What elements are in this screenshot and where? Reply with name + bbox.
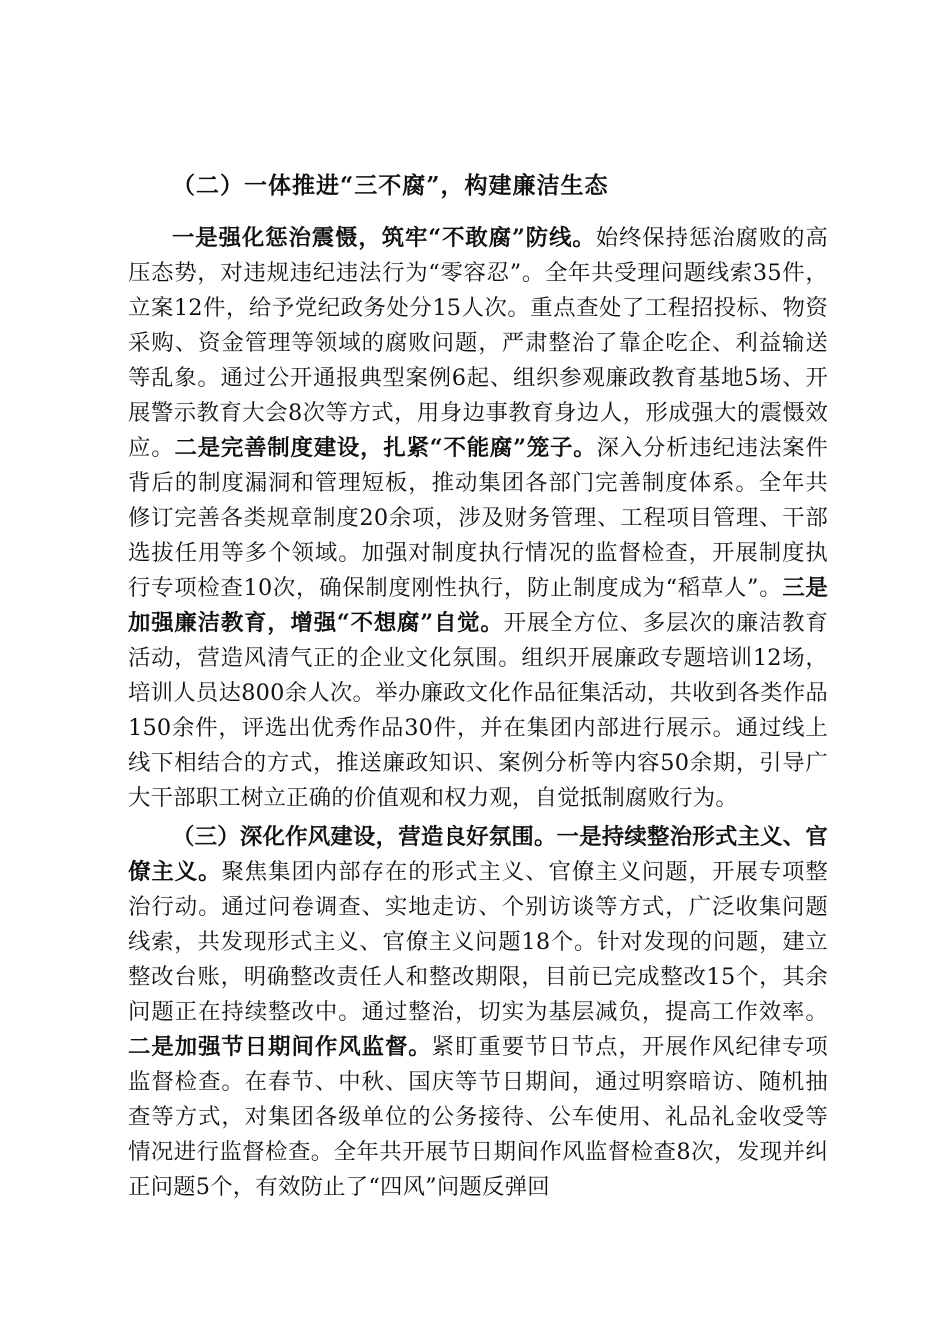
paragraph-text: 紧盯重要节日节点，开展作风纪律专项监督检查。在春节、中秋、国庆等节日期间，通过明察暗访、随机抽查等方式，对集团各级单位的公务接待、公车使用、礼品礼金收受等情况进行监督检查。全年共开展节日期间作风监督检查8次，发现并纠正问题5个，有效防止了“四风”问题反弹回 [128, 1034, 828, 1200]
section-heading: （二）一体推进“三不腐”，构建廉洁生态 [172, 172, 609, 199]
key-point-system: 二是完善制度建设，扎紧“不能腐”笼子。 [174, 435, 597, 461]
paragraph-text: 始终保持惩治腐败的高压态势，对违规违纪违法行为“零容忍”。全年共受理问题线索35件，立案12件，给予党纪政务处分15人次。重点查处了工程招投标、物资采购、资金管理等领域的腐败问题，严肃整治了靠企吃企、利益输送等乱象。通过公开通报典型案例6起、组织参观廉政教育基地5场、开展警示教育大会8次等方式，用身边事教育身边人，形成强大的震慑效应。 [128, 225, 829, 461]
key-point-education: 三是加强廉洁教育，增强“不想腐”自觉。 [128, 575, 829, 636]
body-paragraph-work-style [128, 820, 828, 1205]
paragraph-text: 聚焦集团内部存在的形式主义、官僚主义问题，开展专项整治行动。通过问卷调查、实地走访、个别访谈等方式，广泛收集问题线索，共发现形式主义、官僚主义问题18个。针对发现的问题，建立整改台账，明确整改责任人和整改期限，目前已完成整改15个，其余问题正在持续整改中。通过整治，切实为基层减负，提高工作效率。 [128, 859, 828, 1025]
key-point-formalism: （三）深化作风建设，营造良好氛围。一是持续整治形式主义、官僚主义。 [128, 824, 828, 885]
key-point-deterrence: 一是强化惩治震慑，筑牢“不敢腐”防线。 [172, 225, 596, 251]
key-point-holiday-supervision: 二是加强节日期间作风监督。 [128, 1034, 432, 1060]
paragraph-text: 深入分析违纪违法案件背后的制度漏洞和管理短板，推动集团各部门完善制度体系。全年共修订完善各类规章制度20余项，涉及财务管理、工程项目管理、干部选拔任用等多个领域。加强对制度执行情况的监督检查，开展制度执行专项检查10次，确保制度刚性执行，防止制度成为“稻草人”。 [128, 435, 829, 601]
body-paragraph-discipline [128, 221, 828, 816]
paragraph-text: 开展全方位、多层次的廉洁教育活动，营造风清气正的企业文化氛围。组织开展廉政专题培训12场，培训人员达800余人次。举办廉政文化作品征集活动，共收到各类作品150余件，评选出优秀作品30件，并在集团内部进行展示。通过线上线下相结合的方式，推送廉政知识、案例分析等内容50余期，引导广大干部职工树立正确的价值观和权力观，自觉抵制腐败行为。 [128, 610, 828, 811]
